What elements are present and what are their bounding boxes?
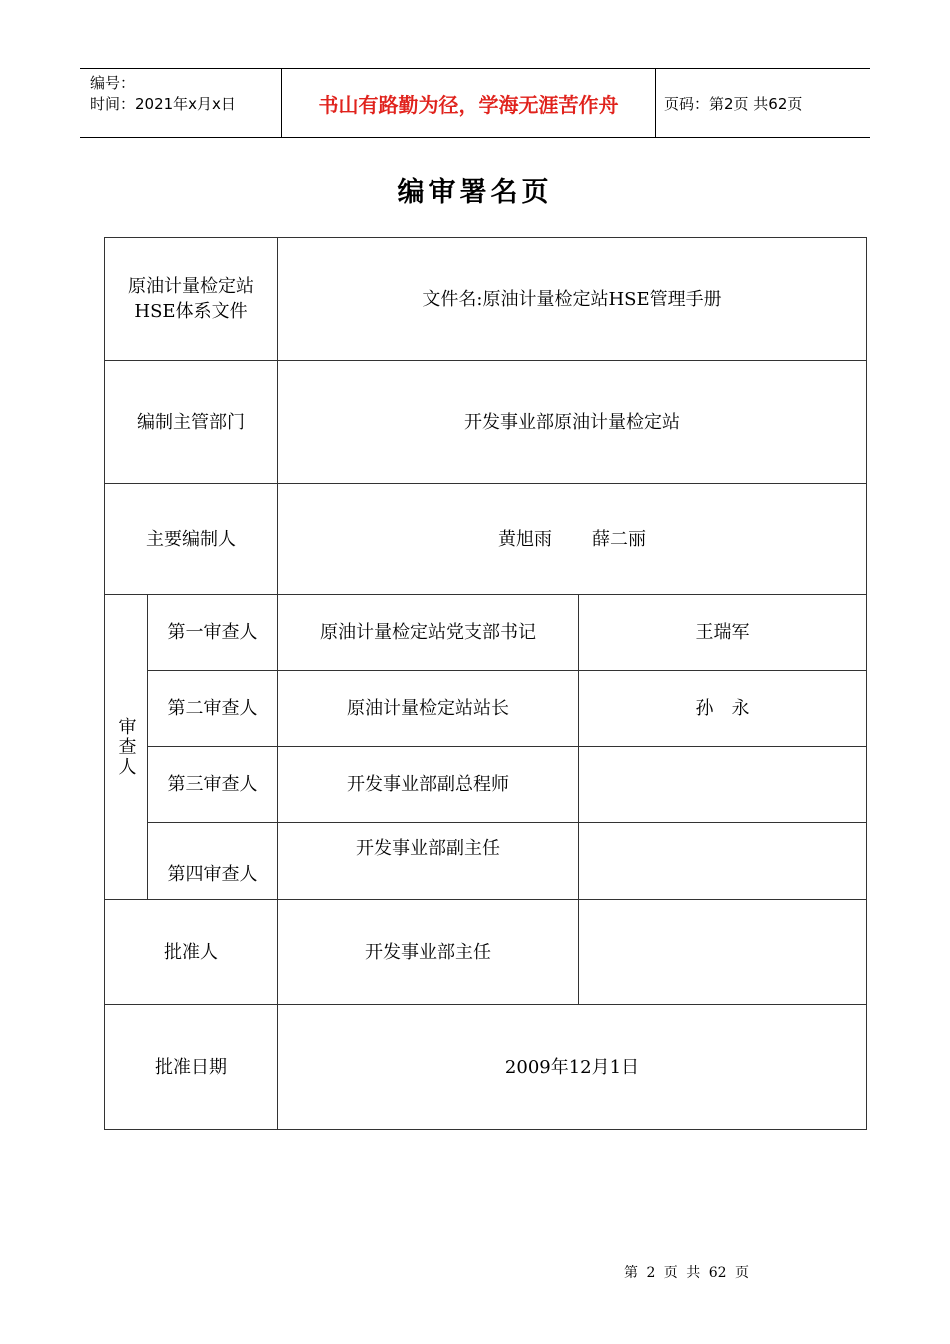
approval-date-value: 2009年12月1日 bbox=[278, 1005, 867, 1130]
table-row bbox=[105, 238, 867, 361]
header-motto: 书山有路勤为径，学海无涯苦作舟 bbox=[318, 92, 619, 117]
reviewer-name: 孙 永 bbox=[579, 671, 867, 747]
table-row bbox=[105, 1005, 867, 1130]
reviewer-role: 第二审查人 bbox=[148, 671, 278, 747]
main-editor-label: 主要编制人 bbox=[105, 484, 278, 595]
reviewer-position: 原油计量检定站党支部书记 bbox=[278, 595, 579, 671]
department-value: 开发事业部原油计量检定站 bbox=[278, 361, 867, 484]
document-time: 时间：2021年x月x日 bbox=[90, 95, 236, 113]
page-header bbox=[80, 68, 870, 138]
reviewer-group-label bbox=[105, 595, 148, 900]
reviewer-position: 原油计量检定站站长 bbox=[278, 671, 579, 747]
reviewer-position bbox=[278, 823, 579, 900]
editor-name: 薛二丽 bbox=[592, 528, 646, 550]
department-label: 编制主管部门 bbox=[105, 361, 278, 484]
reviewer-name bbox=[579, 747, 867, 823]
reviewer-group-text: 审查人 bbox=[115, 717, 137, 777]
header-motto-cell bbox=[281, 69, 656, 137]
table-row bbox=[105, 484, 867, 595]
table-row bbox=[105, 747, 867, 823]
document-number-label: 编号： bbox=[90, 74, 136, 92]
page-footer: 第 2 页 共 62 页 bbox=[624, 1265, 749, 1281]
file-system-label-line1: 原油计量检定站 bbox=[128, 276, 254, 297]
file-system-label-line2: HSE体系文件 bbox=[134, 301, 248, 322]
table-row bbox=[105, 595, 867, 671]
header-page-number: 页码：第2页 共62页 bbox=[664, 94, 803, 113]
reviewer-position-text: 开发事业部副主任 bbox=[356, 837, 500, 859]
reviewer-role-text: 第四审查人 bbox=[167, 863, 258, 885]
approver-position: 开发事业部主任 bbox=[278, 900, 579, 1005]
table-row bbox=[105, 823, 867, 900]
reviewer-role bbox=[148, 823, 278, 900]
reviewer-position: 开发事业部副总程师 bbox=[278, 747, 579, 823]
reviewer-role: 第一审查人 bbox=[148, 595, 278, 671]
reviewer-role: 第三审查人 bbox=[148, 747, 278, 823]
page-title: 编审署名页 bbox=[397, 177, 553, 208]
reviewer-name: 王瑞军 bbox=[579, 595, 867, 671]
signature-table bbox=[104, 237, 867, 1130]
table-row bbox=[105, 361, 867, 484]
header-meta-cell bbox=[80, 69, 281, 137]
file-system-label bbox=[105, 238, 278, 361]
reviewer-name bbox=[579, 823, 867, 900]
main-editor-names bbox=[278, 484, 867, 595]
approver-name bbox=[579, 900, 867, 1005]
editor-name: 黄旭雨 bbox=[498, 528, 552, 550]
file-name-value: 文件名:原油计量检定站HSE管理手册 bbox=[278, 238, 867, 361]
table-row bbox=[105, 900, 867, 1005]
header-page-cell bbox=[655, 69, 870, 137]
approval-date-label: 批准日期 bbox=[105, 1005, 278, 1130]
approver-label: 批准人 bbox=[105, 900, 278, 1005]
table-row bbox=[105, 671, 867, 747]
